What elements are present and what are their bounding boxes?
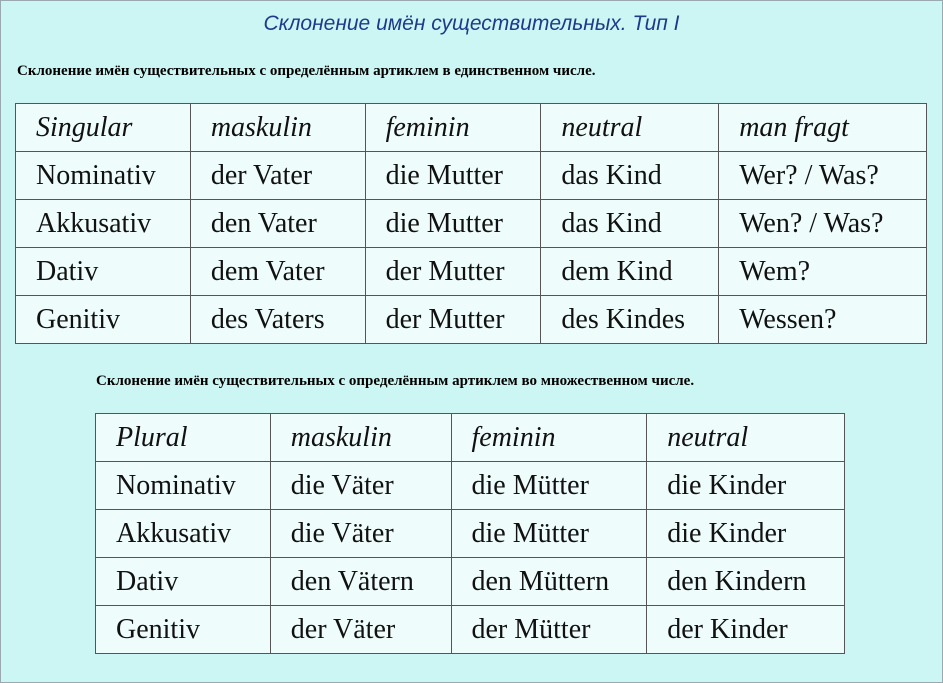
- table-row: [16, 248, 927, 296]
- table-cell: die Väter: [270, 462, 451, 510]
- table-cell: Wem?: [719, 248, 927, 296]
- plural-caption: Склонение имён существительных с определённым артиклем во множественном числе.: [96, 373, 695, 389]
- table-cell: dem Vater: [190, 248, 365, 296]
- plural-declension-table: [95, 413, 845, 654]
- table-cell: die Mütter: [451, 510, 647, 558]
- page-title: Склонение имён существительных. Тип I: [263, 12, 680, 35]
- header-cell: feminin: [365, 104, 541, 152]
- case-cell: Nominativ: [16, 152, 191, 200]
- table-header-row: [16, 104, 927, 152]
- table-cell: der Väter: [270, 606, 451, 654]
- table-cell: Wer? / Was?: [719, 152, 927, 200]
- table-cell: der Mutter: [365, 248, 541, 296]
- table-cell: den Müttern: [451, 558, 647, 606]
- table-cell: den Vätern: [270, 558, 451, 606]
- table-cell: die Väter: [270, 510, 451, 558]
- table-cell: die Kinder: [647, 510, 845, 558]
- table-row: [96, 558, 845, 606]
- table-cell: dem Kind: [541, 248, 719, 296]
- case-cell: Dativ: [96, 558, 271, 606]
- table-cell: des Vaters: [190, 296, 365, 344]
- table-cell: die Kinder: [647, 462, 845, 510]
- case-cell: Nominativ: [96, 462, 271, 510]
- singular-declension-table: [15, 103, 927, 344]
- table-row: [96, 606, 845, 654]
- case-cell: Dativ: [16, 248, 191, 296]
- header-cell: neutral: [541, 104, 719, 152]
- header-cell: maskulin: [270, 414, 451, 462]
- singular-caption: Склонение имён существительных с определённым артиклем в единственном числе.: [17, 63, 596, 79]
- case-cell: Genitiv: [16, 296, 191, 344]
- table-row: [16, 296, 927, 344]
- table-row: [16, 200, 927, 248]
- table-cell: den Kindern: [647, 558, 845, 606]
- table-row: [16, 152, 927, 200]
- table-cell: das Kind: [541, 200, 719, 248]
- table-row: [96, 510, 845, 558]
- table-cell: den Vater: [190, 200, 365, 248]
- table-cell: der Mutter: [365, 296, 541, 344]
- table-cell: Wen? / Was?: [719, 200, 927, 248]
- header-cell: feminin: [451, 414, 647, 462]
- table-cell: der Vater: [190, 152, 365, 200]
- header-cell: maskulin: [190, 104, 365, 152]
- table-header-row: [96, 414, 845, 462]
- header-cell: Singular: [16, 104, 191, 152]
- table-cell: Wessen?: [719, 296, 927, 344]
- table-row: [96, 462, 845, 510]
- table-cell: die Mütter: [451, 462, 647, 510]
- table-cell: der Kinder: [647, 606, 845, 654]
- case-cell: Akkusativ: [16, 200, 191, 248]
- table-cell: der Mütter: [451, 606, 647, 654]
- header-cell: man fragt: [719, 104, 927, 152]
- table-cell: des Kindes: [541, 296, 719, 344]
- case-cell: Akkusativ: [96, 510, 271, 558]
- table-cell: das Kind: [541, 152, 719, 200]
- case-cell: Genitiv: [96, 606, 271, 654]
- table-cell: die Mutter: [365, 152, 541, 200]
- header-cell: Plural: [96, 414, 271, 462]
- header-cell: neutral: [647, 414, 845, 462]
- table-cell: die Mutter: [365, 200, 541, 248]
